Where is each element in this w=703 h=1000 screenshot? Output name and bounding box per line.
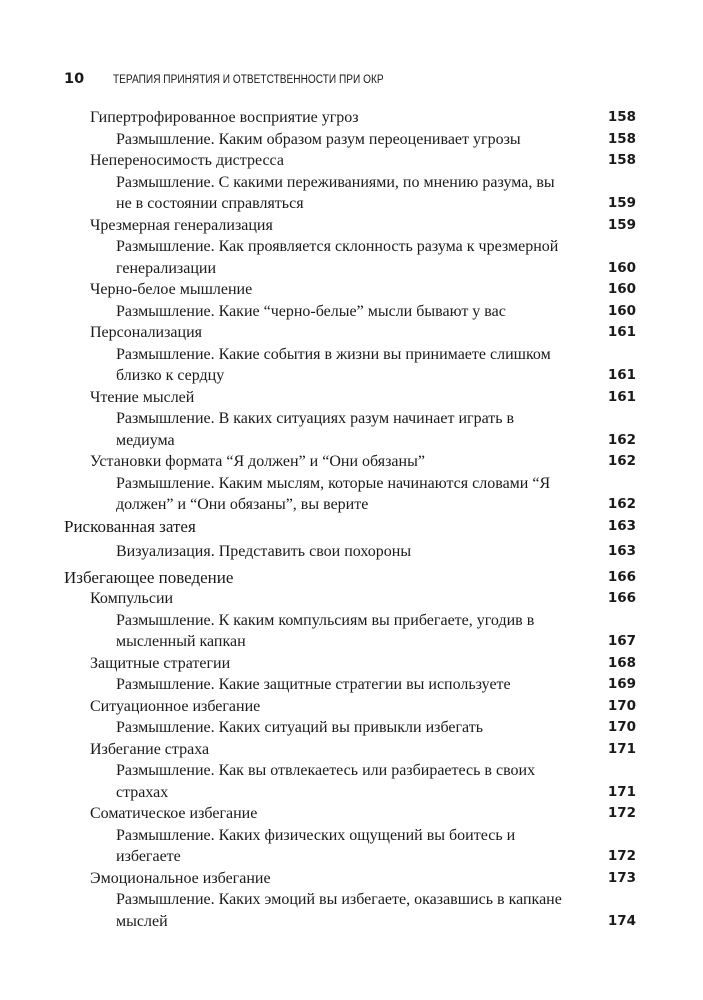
- toc-entry-page: 169: [607, 676, 636, 692]
- toc-entry-text: Избегание страха: [90, 740, 210, 758]
- toc-entry-page: 170: [607, 697, 636, 714]
- toc-entry: [64, 301, 638, 323]
- toc-entry-page: 171: [607, 740, 636, 757]
- toc-entry: [64, 868, 638, 890]
- toc-entry-text: Персонализация: [90, 324, 203, 341]
- toc-entry-page: 162: [607, 453, 636, 469]
- toc-entry: [64, 889, 638, 932]
- toc-entry: [64, 344, 638, 387]
- toc-entry-text: Избегающее поведение: [64, 567, 234, 587]
- toc-entry: [64, 610, 638, 653]
- toc-entry-text: Размышление. Каких физических ощущений вы боитесь и избегаете: [116, 826, 516, 865]
- toc-chapter: [64, 567, 638, 589]
- toc-entry: [64, 473, 638, 516]
- toc-entry-text: Размышление. К каким компульсиям вы прибегаете, угодив в мысленный капкан: [116, 611, 535, 650]
- toc-entry-text: Размышление. С какими переживаниями, по мнению разума, вы не в состоянии справляться: [116, 173, 555, 212]
- toc-entry-page: 160: [607, 302, 636, 319]
- toc-entry-page: 172: [607, 805, 636, 821]
- toc-entry-text: Размышление. Как вы отвлекаетесь или разбираетесь в своих страхах: [116, 762, 536, 801]
- toc-entry-text: Размышление. Какие защитные стратегии вы используете: [116, 676, 511, 693]
- toc-entry: [64, 696, 638, 718]
- toc-entry-text: Размышление. Как проявляется склонность разума к чрезмерной генерализации: [116, 238, 559, 277]
- toc-entry-page: 172: [607, 848, 636, 864]
- toc-entry-page: 167: [607, 633, 636, 649]
- toc-entry-page: 162: [607, 496, 636, 512]
- toc-entry-page: 159: [607, 216, 636, 233]
- toc-entry-page: 166: [607, 568, 636, 585]
- running-title: ТЕРАПИЯ ПРИНЯТИЯ И ОТВЕТСТВЕННОСТИ ПРИ ОКР: [113, 74, 384, 86]
- toc-entry: [64, 215, 638, 237]
- toc-entry: [64, 279, 638, 301]
- toc-chapter: [64, 516, 638, 538]
- toc-entry-text: Размышление. Каким образом разум переоценивает угрозы: [116, 130, 521, 148]
- toc-entry-page: 168: [607, 654, 636, 671]
- toc-entry: [64, 387, 638, 409]
- toc-entry: [64, 825, 638, 868]
- toc-entry-text: Размышление. Каких эмоций вы избегаете, оказавшись в капкане мыслей: [116, 891, 562, 930]
- toc-entry-text: Размышление. В каких ситуациях разум начинает играть в медиума: [116, 410, 515, 449]
- toc-entry-page: 161: [607, 367, 636, 383]
- toc-entry-page: 170: [607, 719, 636, 735]
- toc-entry-page: 163: [607, 543, 636, 559]
- toc-entry-page: 160: [607, 281, 636, 297]
- toc-entry-text: Установки формата “Я должен” и “Они обязаны”: [90, 453, 425, 470]
- toc-entry-page: 159: [607, 195, 636, 211]
- toc-entry: [64, 674, 638, 696]
- toc-entry: [64, 803, 638, 825]
- toc-entry-text: Ситуационное избегание: [90, 697, 261, 715]
- toc-entry: [64, 172, 638, 215]
- toc-entry-text: Чтение мыслей: [90, 388, 195, 406]
- toc-entry-page: 162: [607, 431, 636, 448]
- page-number: 10: [64, 71, 85, 87]
- toc-entry-page: 158: [607, 109, 636, 125]
- toc-entry: [64, 717, 638, 739]
- toc-entry: [64, 322, 638, 344]
- toc-entry: [64, 236, 638, 279]
- toc-entry-page: 160: [607, 259, 636, 276]
- toc-entry: [64, 150, 638, 172]
- toc-entry: [64, 451, 638, 473]
- toc-entry-text: Размышление. Каким мыслям, которые начинаются словами “Я должен” и “Они обязаны”, вы верите: [116, 474, 551, 513]
- toc-entry-page: 163: [607, 517, 636, 534]
- toc-entry-text: Черно-белое мышление: [90, 281, 253, 298]
- toc-entry-text: Эмоциональное избегание: [90, 869, 271, 887]
- toc-entry-page: 173: [607, 869, 636, 886]
- toc-entry-page: 158: [607, 152, 636, 168]
- toc-entry: [64, 541, 638, 563]
- toc-entry-page: 171: [607, 783, 636, 800]
- toc-entry: [64, 129, 638, 151]
- toc-entry-text: Визуализация. Представить свои похороны: [116, 543, 412, 560]
- toc-entry: [64, 653, 638, 675]
- toc-entry: [64, 760, 638, 803]
- toc-entry-page: 161: [607, 324, 636, 340]
- toc-entry-page: 174: [607, 912, 636, 929]
- toc-entry: [64, 107, 638, 129]
- toc-entry-page: 166: [607, 590, 636, 606]
- toc-entry: [64, 408, 638, 451]
- toc-entry-page: 158: [607, 130, 636, 147]
- toc-entry-text: Рискованная затея: [64, 516, 196, 536]
- table-of-contents: [64, 107, 638, 932]
- toc-entry-text: Размышление. Какие события в жизни вы принимаете слишком близко к сердцу: [116, 345, 551, 384]
- toc-entry-text: Размышление. Какие “черно-белые” мысли бывают у вас: [116, 302, 506, 320]
- toc-entry: [64, 739, 638, 761]
- toc-entry-text: Соматическое избегание: [90, 805, 258, 822]
- toc-entry-text: Защитные стратегии: [90, 654, 231, 672]
- toc-entry-page: 161: [607, 388, 636, 405]
- toc-entry: [64, 588, 638, 610]
- toc-entry-text: Размышление. Каких ситуаций вы привыкли избегать: [116, 719, 484, 736]
- toc-entry-text: Чрезмерная генерализация: [90, 216, 273, 234]
- toc-entry-text: Непереносимость дистресса: [90, 152, 284, 169]
- toc-entry-text: Гипертрофированное восприятие угроз: [90, 109, 359, 126]
- page-header: [64, 69, 643, 91]
- toc-entry-text: Компульсии: [90, 590, 174, 607]
